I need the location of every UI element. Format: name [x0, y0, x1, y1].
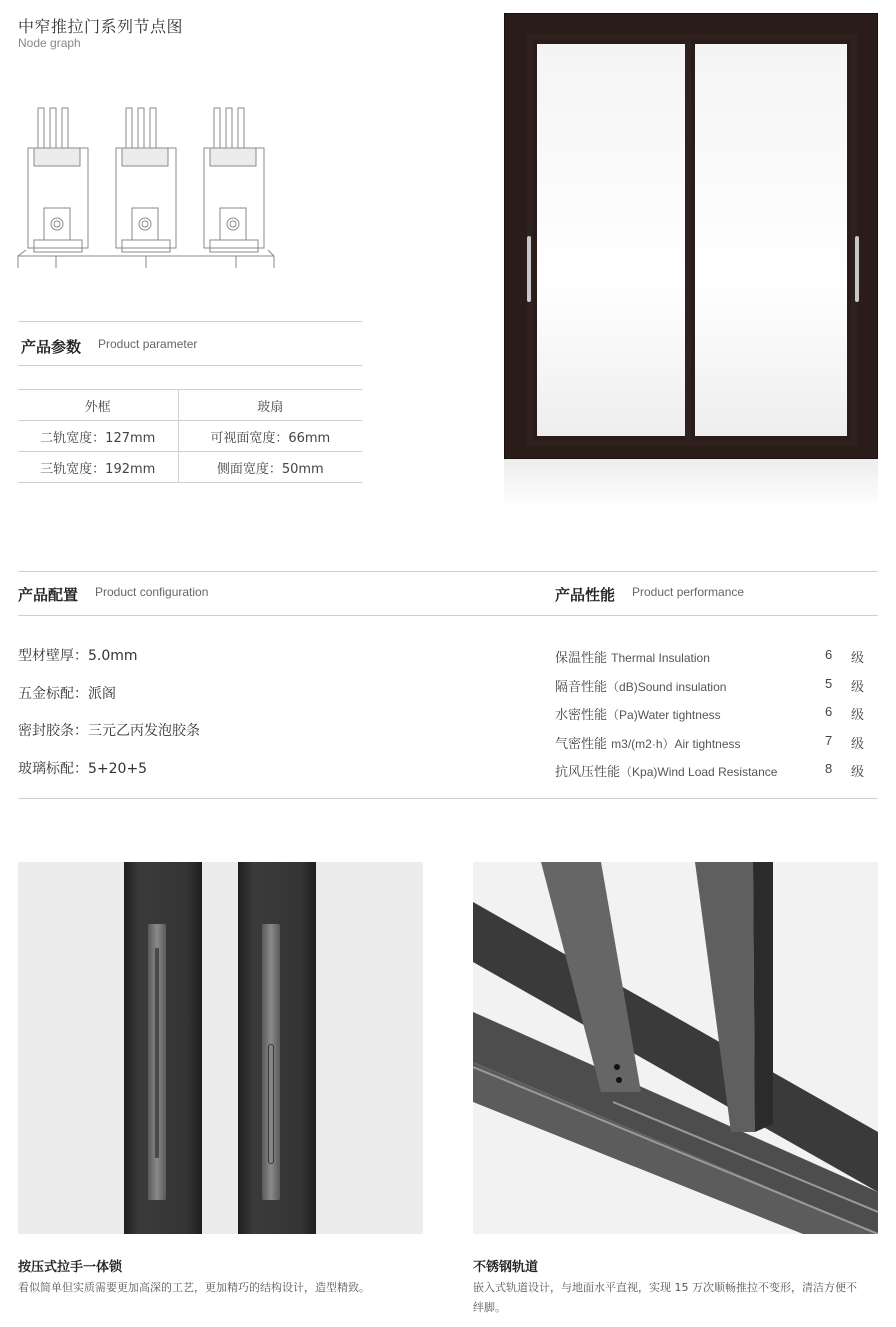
divider	[18, 365, 362, 366]
performance-unit: 级	[851, 651, 865, 666]
config-item: 玻璃标配：5+20+5	[18, 761, 148, 777]
table-cell: 侧面宽度：50mm	[178, 452, 362, 483]
table-header: 玻扇	[178, 390, 362, 421]
table-row	[18, 421, 362, 452]
config-item: 密封胶条：三元乙丙发泡胶条	[18, 723, 200, 739]
performance-unit: 级	[851, 765, 865, 780]
feature-desc-handle-lock: 看似简单但实质需要更加高深的工艺，更加精巧的结构设计，造型精致。	[18, 1281, 370, 1294]
profile-section-1	[28, 108, 88, 252]
performance-row	[555, 647, 865, 667]
performance-value: 6	[825, 647, 833, 662]
track-drawing	[473, 862, 878, 1234]
parameter-table	[18, 389, 362, 483]
door-reflection	[504, 459, 878, 509]
table-row	[18, 452, 362, 483]
feature-desc-track-line2: 绊脚。	[473, 1301, 506, 1314]
base-frame	[18, 250, 274, 268]
configuration-title-en: Product configuration	[95, 585, 209, 599]
handle-lock-photo	[18, 862, 423, 1234]
performance-unit: 级	[851, 737, 865, 752]
feature-title-handle-lock: 按压式拉手一体锁	[18, 1260, 123, 1275]
divider	[18, 321, 362, 322]
performance-row	[555, 676, 865, 696]
performance-name: 气密性能 m3/(m2·h）Air tightness	[555, 737, 741, 752]
config-item: 型材壁厚：5.0mm	[18, 648, 138, 664]
performance-name: 保温性能 Thermal Insulation	[555, 651, 710, 666]
table-cell: 可视面宽度：66mm	[178, 421, 362, 452]
door-panel-left	[527, 34, 695, 446]
page-subtitle: Node graph	[18, 36, 81, 50]
profile-section-3	[204, 108, 264, 252]
feature-desc-track-line1: 嵌入式轨道设计，与地面水平直视，实现 15 万次顺畅推拉不变形，清洁方便不	[473, 1281, 857, 1294]
table-cell: 二轨宽度：127mm	[18, 421, 178, 452]
table-header-row	[18, 390, 362, 421]
performance-title-en: Product performance	[632, 585, 745, 599]
handle-strip-right	[262, 924, 280, 1200]
config-item: 五金标配：派阁	[18, 686, 116, 702]
performance-title: 产品性能	[555, 586, 616, 604]
divider	[18, 571, 878, 572]
performance-value: 8	[825, 761, 833, 776]
divider	[18, 798, 878, 799]
performance-unit: 级	[851, 708, 865, 723]
divider	[18, 615, 878, 616]
performance-row	[555, 733, 865, 753]
parameter-title: 产品参数	[21, 338, 82, 356]
door-panel-right	[685, 34, 857, 446]
glass-pane	[537, 44, 685, 436]
handle-right	[855, 236, 859, 302]
performance-name: 水密性能（Pa)Water tightness	[555, 708, 721, 723]
handle-strip-left	[148, 924, 166, 1200]
configuration-title: 产品配置	[18, 586, 79, 604]
table-header: 外框	[18, 390, 178, 421]
handle-left	[527, 236, 531, 302]
performance-value: 6	[825, 704, 833, 719]
profile-section-2	[116, 108, 176, 252]
node-graph-drawing	[16, 100, 280, 276]
stainless-track-photo	[473, 862, 878, 1234]
performance-value: 5	[825, 676, 833, 691]
glass-pane	[695, 44, 847, 436]
performance-row	[555, 761, 865, 781]
performance-unit: 级	[851, 680, 865, 695]
feature-title-track: 不锈钢轨道	[473, 1260, 539, 1275]
performance-name: 隔音性能（dB)Sound insulation	[555, 680, 727, 695]
parameter-title-en: Product parameter	[98, 337, 198, 351]
table-cell: 三轨宽度：192mm	[18, 452, 178, 483]
performance-row	[555, 704, 865, 724]
sliding-door-image	[504, 13, 878, 459]
page-title: 中窄推拉门系列节点图	[18, 17, 184, 36]
performance-name: 抗风压性能（Kpa)Wind Load Resistance	[555, 765, 778, 780]
performance-value: 7	[825, 733, 833, 748]
